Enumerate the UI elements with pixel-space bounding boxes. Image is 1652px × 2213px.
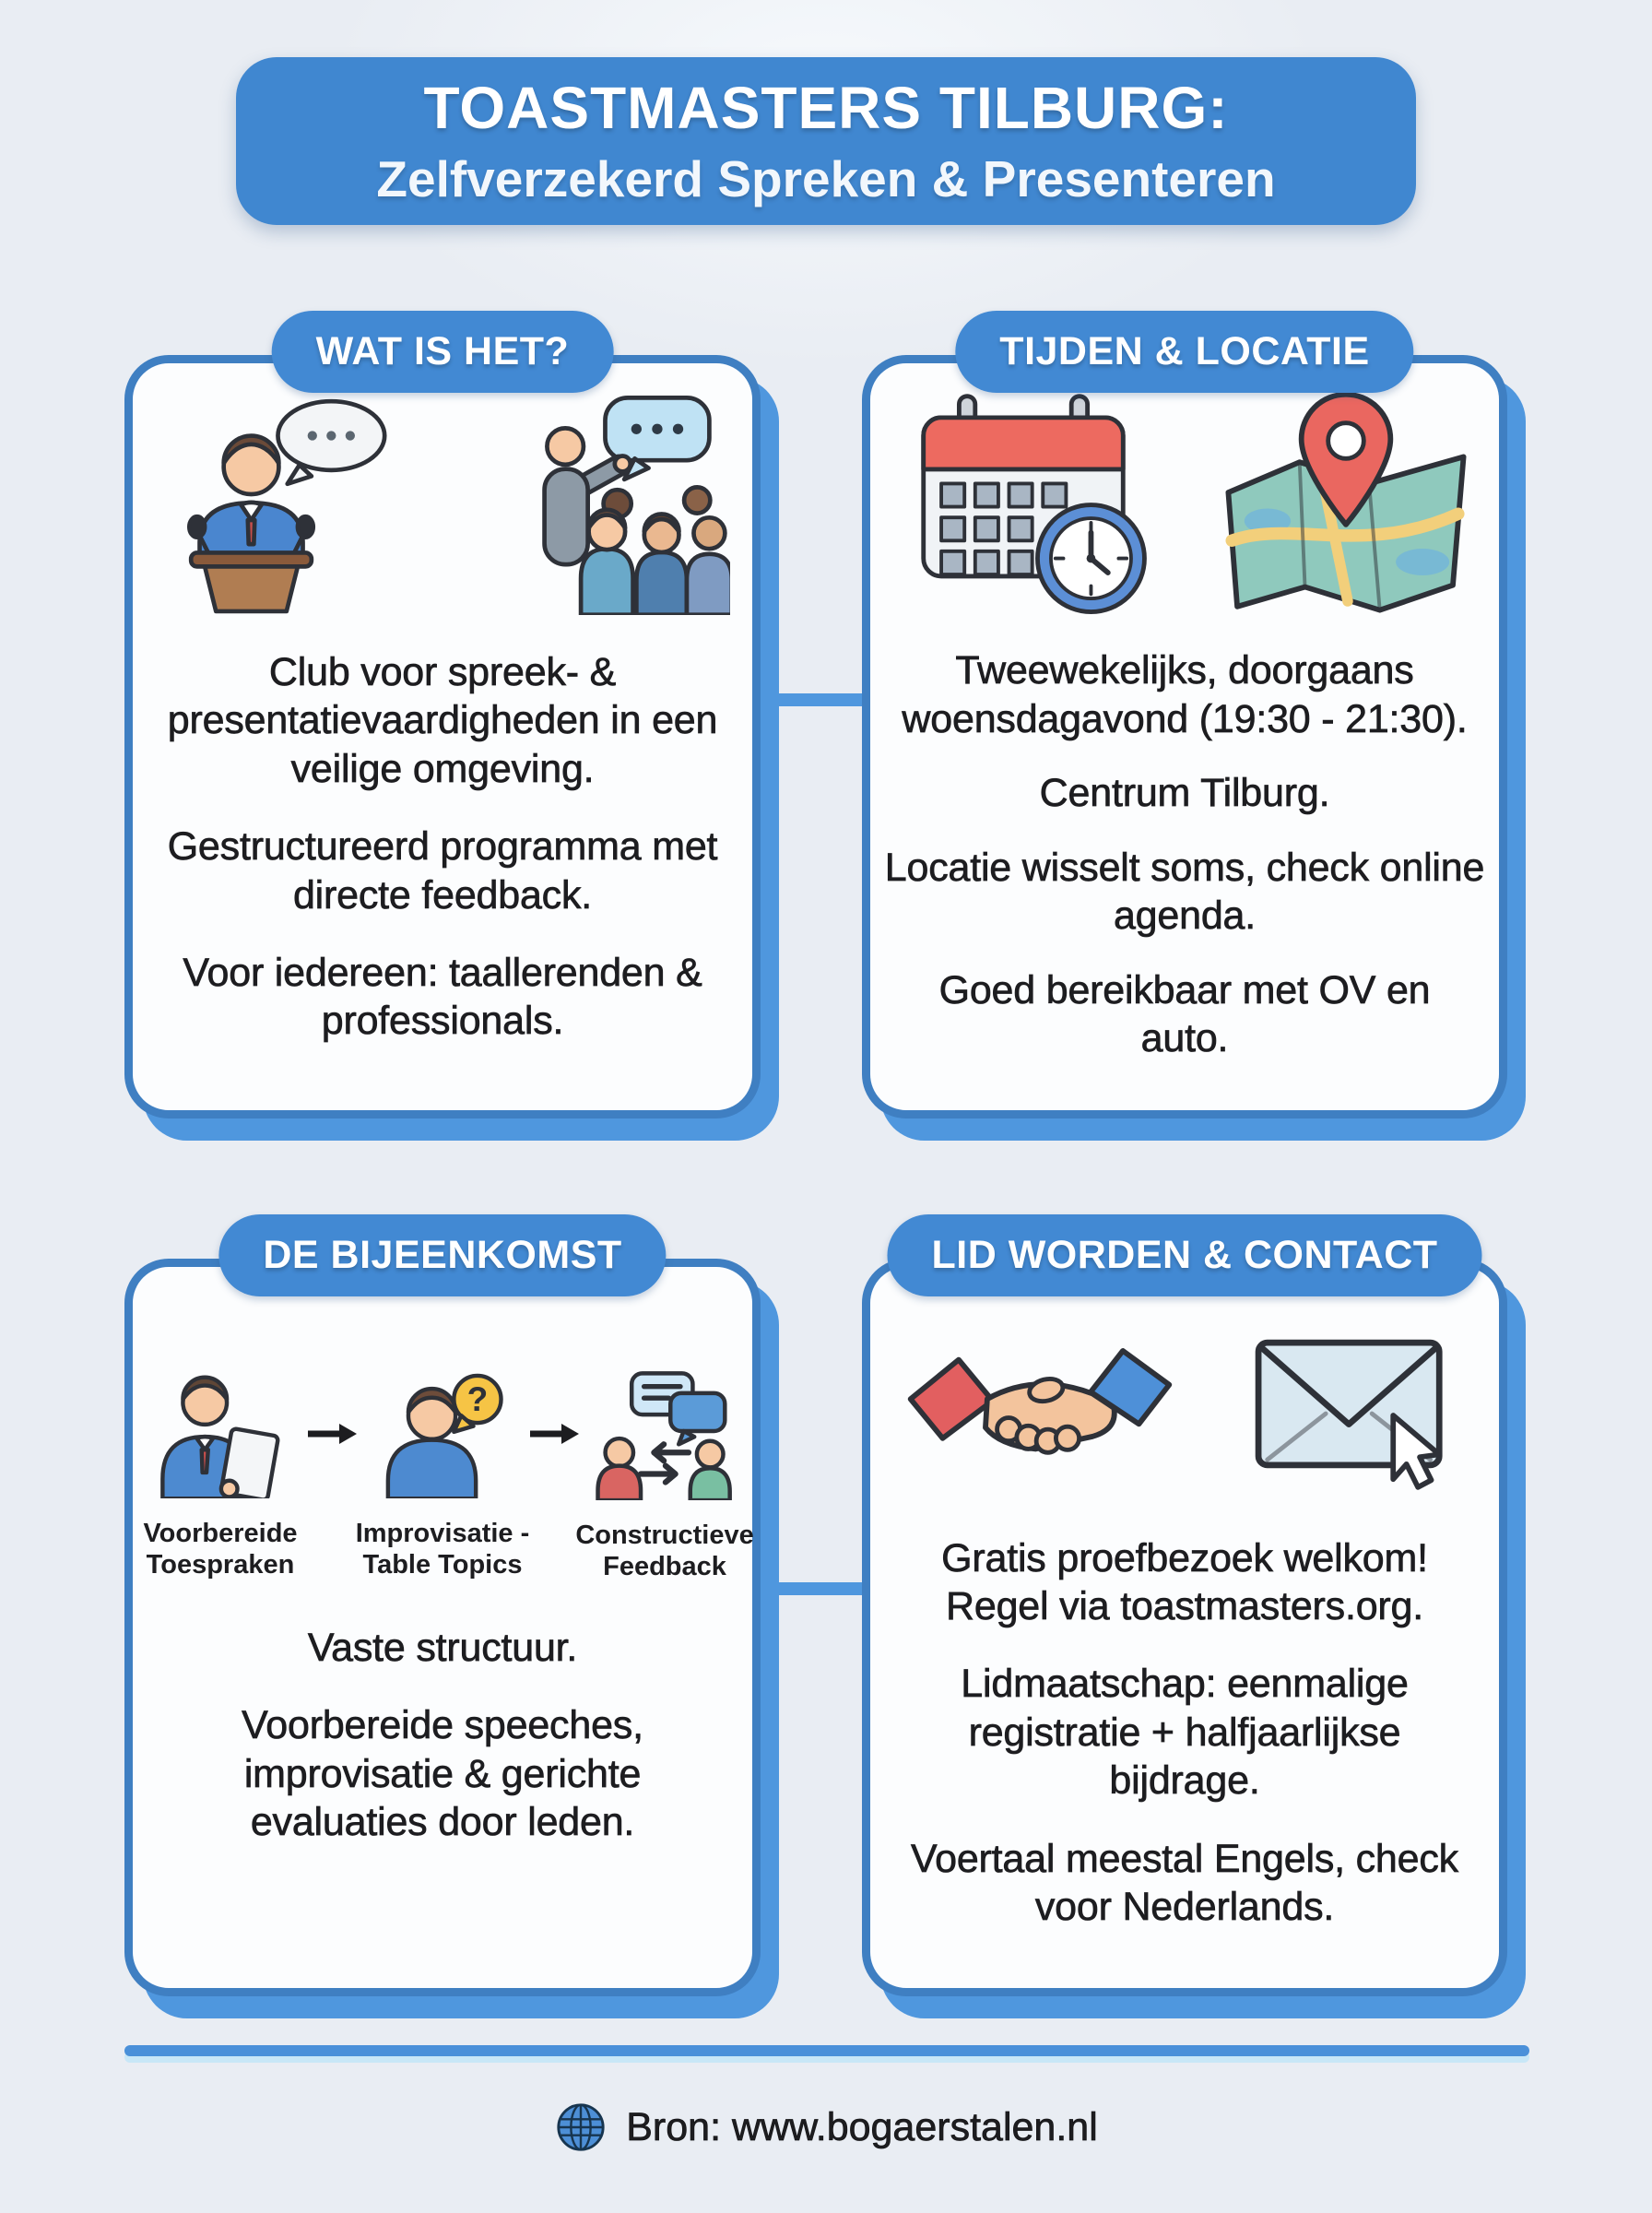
title-line-1: TOASTMASTERS TILBURG: bbox=[423, 75, 1229, 141]
card-paragraph: Gestructureerd programma met directe feedback. bbox=[167, 824, 718, 917]
step-prepared-speeches bbox=[136, 1368, 306, 1581]
card-paragraph: Tweewekelijks, doorgaans woensdagavond (19:30 - 21:30). bbox=[902, 648, 1468, 741]
handshake-icon bbox=[902, 1322, 1178, 1501]
arrow-right-icon bbox=[528, 1422, 580, 1446]
globe-icon bbox=[554, 2101, 608, 2154]
card-tijden-locatie bbox=[862, 311, 1507, 1118]
title-banner bbox=[236, 57, 1416, 225]
calendar-clock-icon bbox=[890, 387, 1157, 619]
prepared-speech-icon bbox=[151, 1368, 289, 1498]
card-paragraph: Lidmaatschap: eenmalige registratie + halfjaarlijkse bijdrage. bbox=[961, 1662, 1409, 1804]
card-paragraph: Centrum Tilburg. bbox=[1039, 771, 1330, 816]
card-header-pill: LID WORDEN & CONTACT bbox=[887, 1214, 1481, 1296]
card-paragraph: Club voor spreek- & presentatievaardigheden in een veilige omgeving. bbox=[167, 649, 718, 791]
source-text: Bron: www.bogaerstalen.nl bbox=[626, 2104, 1098, 2149]
card-header-pill: WAT IS HET? bbox=[272, 311, 614, 393]
card-body bbox=[862, 355, 1507, 1118]
presenter-audience-icon bbox=[435, 389, 730, 615]
card-body bbox=[862, 1259, 1507, 1996]
card-paragraph: Voorbereide speeches, improvisatie & gerichte evaluaties door leden. bbox=[242, 1703, 643, 1845]
card-paragraph: Gratis proefbezoek welkom! Regel via toastmasters.org. bbox=[941, 1535, 1428, 1628]
icon-row bbox=[890, 387, 1480, 619]
step-label: Improvisatie - Table Topics bbox=[355, 1519, 530, 1580]
card-body bbox=[124, 355, 761, 1118]
icon-row bbox=[902, 1322, 1468, 1501]
card-paragraph: Voertaal meestal Engels, check voor Nederlands. bbox=[911, 1836, 1458, 1930]
card-header-pill: TIJDEN & LOCATIE bbox=[955, 311, 1413, 393]
card-header-pill: DE BIJEENKOMST bbox=[218, 1214, 666, 1296]
table-topics-icon bbox=[373, 1368, 512, 1498]
svg-text:?: ? bbox=[466, 1379, 489, 1418]
card-lid-worden-contact bbox=[862, 1214, 1507, 1996]
card-paragraph: Vaste structuur. bbox=[307, 1626, 578, 1670]
card-de-bijeenkomst bbox=[124, 1214, 761, 1996]
email-cursor-icon bbox=[1237, 1323, 1468, 1500]
footer-source-row bbox=[0, 2101, 1652, 2154]
constructive-feedback-icon bbox=[586, 1368, 743, 1500]
footer-divider bbox=[124, 2045, 1529, 2056]
speaker-podium-icon bbox=[155, 391, 413, 615]
arrow-right-icon bbox=[306, 1422, 358, 1446]
meeting-steps bbox=[136, 1368, 754, 1583]
icon-row bbox=[155, 389, 730, 615]
card-body bbox=[124, 1259, 761, 1996]
step-label: Constructieve Feedback bbox=[575, 1521, 754, 1582]
card-paragraph: Goed bereikbaar met OV en auto. bbox=[938, 967, 1431, 1061]
step-constructive-feedback bbox=[575, 1368, 754, 1583]
card-paragraph: Locatie wisselt soms, check online agenda. bbox=[884, 845, 1485, 939]
title-line-2: Zelfverzekerd Spreken & Presenteren bbox=[376, 150, 1276, 207]
step-table-topics bbox=[355, 1368, 530, 1581]
card-paragraph: Voor iedereen: taallerenden & professionals. bbox=[183, 950, 702, 1044]
card-wat-is-het bbox=[124, 311, 761, 1118]
step-label: Voorbereide Toespraken bbox=[143, 1519, 298, 1580]
map-pin-icon bbox=[1212, 387, 1480, 619]
